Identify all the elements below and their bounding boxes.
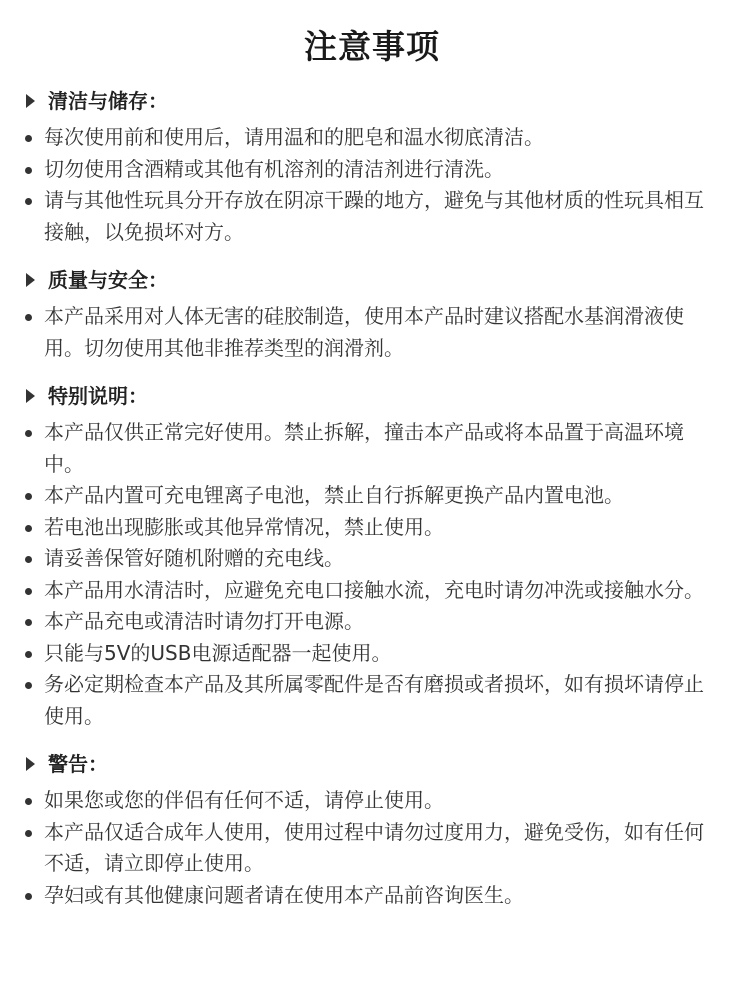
list-item xyxy=(22,880,722,912)
section-header xyxy=(22,747,722,781)
bullet-dot-icon xyxy=(25,830,32,837)
bullet-dot-icon xyxy=(25,198,32,205)
section-title: 特别说明： xyxy=(48,384,148,408)
list-item xyxy=(22,669,722,732)
list-item xyxy=(22,185,722,248)
item-list xyxy=(22,785,722,911)
item-text: 本产品用水清洁时，应避免充电口接触水流，充电时请勿冲洗或接触水分。 xyxy=(44,577,704,602)
section-header xyxy=(22,379,722,413)
item-text: 本产品仅供正常完好使用。禁止拆解，撞击本产品或将本品置于高温环境中。 xyxy=(44,420,684,476)
list-item xyxy=(22,480,722,512)
section-header xyxy=(22,84,722,118)
list-item xyxy=(22,543,722,575)
item-text: 只能与5V的USB电源适配器一起使用。 xyxy=(44,640,392,665)
list-item xyxy=(22,785,722,817)
item-text: 每次使用前和使用后，请用温和的肥皂和温水彻底清洁。 xyxy=(44,125,544,149)
section-cleaning-storage xyxy=(22,84,722,248)
item-list xyxy=(22,122,722,248)
bullet-dot-icon xyxy=(25,430,32,437)
bullet-dot-icon xyxy=(25,167,32,174)
item-text: 切勿使用含酒精或其他有机溶剂的清洁剂进行清洗。 xyxy=(44,156,504,181)
item-text: 若电池出现膨胀或其他异常情况，禁止使用。 xyxy=(44,514,444,539)
list-item xyxy=(22,154,722,186)
item-text: 本产品内置可充电锂离子电池，禁止自行拆解更换产品内置电池。 xyxy=(44,483,624,507)
item-text: 请与其他性玩具分开存放在阴凉干躁的地方，避免与其他材质的性玩具相互接触，以免损坏对方。 xyxy=(44,188,704,244)
bullet-dot-icon xyxy=(25,682,32,689)
bullet-dot-icon xyxy=(25,798,32,805)
item-text: 本产品采用对人体无害的硅胶制造，使用本产品时建议搭配水基润滑液使用。切勿使用其他非推荐类型的润滑剂。 xyxy=(44,304,684,360)
item-text: 孕妇或有其他健康问题者请在使用本产品前咨询医生。 xyxy=(44,882,524,907)
list-item xyxy=(22,638,722,670)
bullet-dot-icon xyxy=(25,314,32,321)
page-title: 注意事项 xyxy=(304,27,440,66)
item-list xyxy=(22,417,722,732)
bullet-dot-icon xyxy=(25,135,32,142)
section-quality-safety xyxy=(22,263,722,364)
triangle-right-icon xyxy=(26,389,35,403)
bullet-dot-icon xyxy=(25,651,32,658)
list-item xyxy=(22,417,722,480)
bullet-dot-icon xyxy=(25,493,32,500)
section-title: 清洁与储存： xyxy=(48,89,168,113)
bullet-dot-icon xyxy=(25,619,32,626)
item-text: 务必定期检查本产品及其所属零配件是否有磨损或者损坏，如有损坏请停止使用。 xyxy=(44,672,704,728)
list-item xyxy=(22,817,722,880)
item-text: 本产品仅适合成年人使用，使用过程中请勿过度用力，避免受伤，如有任何不适，请立即停止使用。 xyxy=(44,819,704,875)
section-header xyxy=(22,263,722,297)
bullet-dot-icon xyxy=(25,893,32,900)
list-item xyxy=(22,301,722,364)
triangle-right-icon xyxy=(26,273,35,287)
bullet-dot-icon xyxy=(25,525,32,532)
list-item xyxy=(22,122,722,154)
section-special-notes xyxy=(22,379,722,732)
list-item xyxy=(22,512,722,544)
bullet-dot-icon xyxy=(25,556,32,563)
item-text: 本产品充电或清洁时请勿打开电源。 xyxy=(44,609,364,633)
section-title: 质量与安全： xyxy=(48,268,168,292)
section-warnings xyxy=(22,747,722,911)
triangle-right-icon xyxy=(26,94,35,108)
bullet-dot-icon xyxy=(25,588,32,595)
list-item xyxy=(22,575,722,607)
item-text: 请妥善保管好随机附赠的充电线。 xyxy=(44,546,344,570)
item-text: 如果您或您的伴侣有任何不适，请停止使用。 xyxy=(44,788,444,812)
triangle-right-icon xyxy=(26,757,35,771)
list-item xyxy=(22,606,722,638)
section-title: 警告： xyxy=(48,752,108,776)
item-list xyxy=(22,301,722,364)
